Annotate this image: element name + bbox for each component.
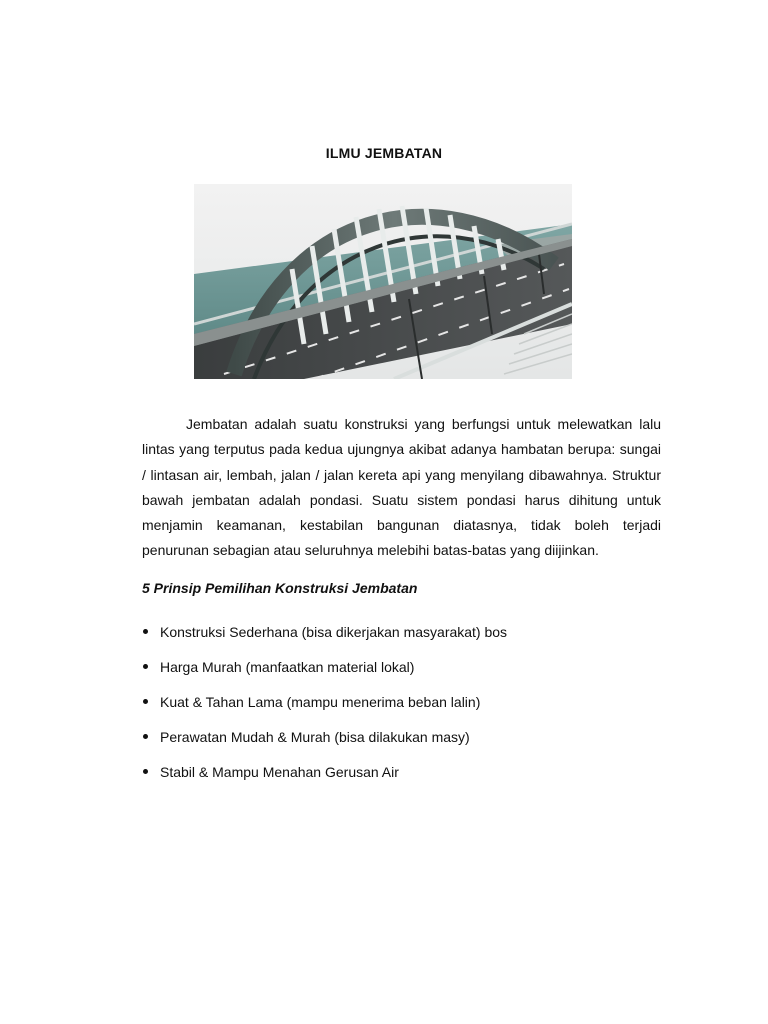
list-item [142, 621, 507, 656]
list-item [142, 726, 507, 761]
section-heading: 5 Prinsip Pemilihan Konstruksi Jembatan [142, 580, 418, 596]
document-title: ILMU JEMBATAN [325, 145, 443, 161]
intro-paragraph: Jembatan adalah suatu konstruksi yang berfungsi untuk melewatkan lalu lintas yang terputus pada kedua ujungnya akibat adanya hambatan berupa: sungai / lintasan air, lembah, jalan / jalan kereta api yang menyilang dibawahnya. Struktur bawah jembatan adalah pondasi. Suatu sistem pondasi harus dihitung untuk menjamin keamanan, kestabilan bangunan diatasnya, tidak boleh terjadi penurunan sebagian atau seluruhnya melebihi batas-batas yang diijinkan. [142, 416, 661, 559]
list-item [142, 761, 507, 796]
bullet-icon [143, 734, 148, 739]
bullet-icon [143, 629, 148, 634]
list-item-text: Konstruksi Sederhana (bisa dikerjakan masyarakat) bos [160, 624, 508, 640]
bullet-icon [143, 664, 148, 669]
list-item [142, 656, 507, 691]
bullet-icon [143, 769, 148, 774]
list-item-text: Kuat & Tahan Lama (mampu menerima beban lalin) [160, 694, 481, 710]
arch-bridge-image [194, 184, 572, 379]
bullet-icon [143, 699, 148, 704]
list-item-text: Perawatan Mudah & Murah (bisa dilakukan masy) [160, 729, 470, 745]
list-item-text: Stabil & Mampu Menahan Gerusan Air [160, 764, 399, 780]
list-item-text: Harga Murah (manfaatkan material lokal) [160, 659, 415, 675]
principles-list [142, 621, 507, 796]
list-item [142, 691, 507, 726]
